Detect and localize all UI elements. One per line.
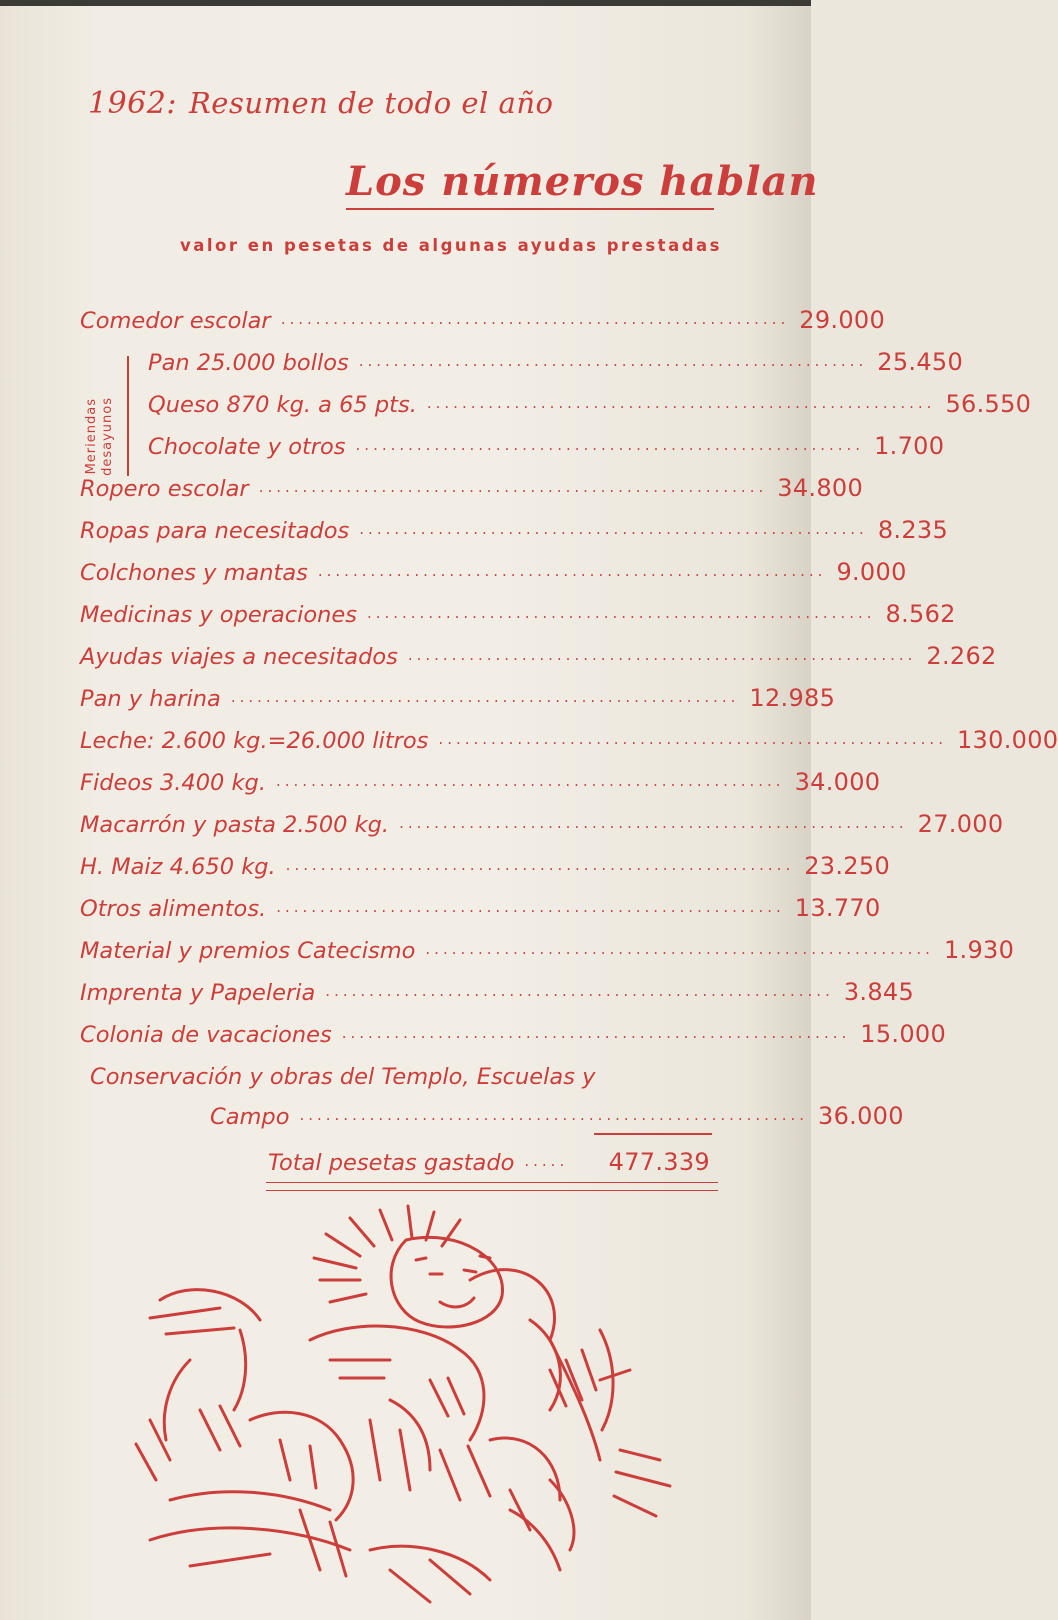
item-row <box>148 382 1032 418</box>
leader-dots: .......................................................... <box>426 394 936 412</box>
item-row <box>80 928 1015 964</box>
leader-dots: .......................................................... <box>399 814 908 832</box>
item-value: 36.000 <box>818 1102 904 1130</box>
lamb-back-icon <box>470 1270 613 1460</box>
item-value: 1.700 <box>874 432 945 460</box>
item-value: 23.250 <box>804 852 891 880</box>
item-label: Campo <box>210 1104 290 1130</box>
item-label: Macarrón y pasta 2.500 kg. <box>80 812 390 838</box>
leader-dots: .......................................................... <box>366 604 876 622</box>
leader-dots: .......................................................... <box>358 352 868 370</box>
leader-dots: .......................................................... <box>359 520 868 538</box>
item-label: Chocolate y otros <box>148 434 346 460</box>
item-row <box>148 340 964 376</box>
item-label: Colchones y mantas <box>80 560 308 586</box>
item-label: H. Maiz 4.650 kg. <box>80 854 276 880</box>
leader-dots: .......................................................... <box>317 562 827 580</box>
leader-dots: .......................................................... <box>285 856 795 874</box>
item-label: Leche: 2.600 kg.=26.000 litros <box>80 728 429 754</box>
item-label: Conservación y obras del Templo, Escuelas y <box>90 1064 596 1090</box>
item-label: Ropero escolar <box>80 476 249 502</box>
item-label: Comedor escolar <box>80 308 271 334</box>
item-row <box>210 1094 904 1130</box>
item-value: 34.000 <box>794 768 881 796</box>
item-row <box>80 718 1058 754</box>
subtitle: valor en pesetas de algunas ayudas prestadas <box>180 236 722 255</box>
bracket-line <box>127 356 129 476</box>
item-value: 2.262 <box>926 642 997 670</box>
leader-dots: .......................................................... <box>355 436 865 454</box>
double-rule <box>266 1182 718 1191</box>
item-label: Imprenta y Papeleria <box>80 980 316 1006</box>
total-value: 477.339 <box>608 1148 710 1176</box>
item-row <box>80 886 881 922</box>
year: 1962: <box>88 86 177 121</box>
leader-dots: .......................................................... <box>230 688 740 706</box>
leader-dots: .......................................................... <box>276 772 785 790</box>
item-value: 29.000 <box>799 306 886 334</box>
item-label: Ayudas viajes a necesitados <box>80 644 398 670</box>
leader-dots: .......................................................... <box>438 730 947 748</box>
item-value: 12.985 <box>749 684 836 712</box>
grass-strokes-icon <box>370 1370 670 1602</box>
sun-face-icon <box>391 1237 502 1327</box>
item-value: 13.770 <box>794 894 881 922</box>
leader-dots: .......................................................... <box>280 310 790 328</box>
item-label: Colonia de vacaciones <box>80 1022 332 1048</box>
lamb-middle-icon <box>310 1326 574 1550</box>
item-value: 130.000 <box>956 726 1058 754</box>
headline-underline <box>346 208 714 210</box>
item-label: Ropas para necesitados <box>80 518 350 544</box>
total-row <box>268 1140 710 1176</box>
item-row <box>80 1012 947 1048</box>
scan-edge <box>0 0 811 6</box>
leader-dots: .......................................................... <box>299 1106 809 1124</box>
lambs-illustration <box>130 1210 710 1610</box>
item-label: Material y premios Catecismo <box>80 938 416 964</box>
item-value: 8.562 <box>885 600 956 628</box>
leader-dots: .......................................................... <box>425 940 934 958</box>
item-value: 9.000 <box>836 558 907 586</box>
item-value: 8.235 <box>877 516 949 544</box>
item-value: 27.000 <box>917 810 1004 838</box>
leader-dots: .......................................................... <box>325 982 834 1000</box>
item-row <box>80 802 1004 838</box>
sun-rays-icon <box>314 1206 460 1302</box>
item-row <box>80 592 956 628</box>
item-row <box>80 466 864 502</box>
item-label: Pan 25.000 bollos <box>148 350 349 376</box>
item-row <box>148 424 945 460</box>
headline: Los números hablan <box>346 158 819 205</box>
item-value: 15.000 <box>860 1020 947 1048</box>
item-label: Medicinas y operaciones <box>80 602 357 628</box>
item-row <box>80 298 886 334</box>
item-row <box>80 508 949 544</box>
item-row <box>80 970 915 1006</box>
item-label: Queso 870 kg. a 65 pts. <box>148 392 417 418</box>
summary-text: Resumen de todo el año <box>188 86 554 120</box>
total-label: Total pesetas gastado <box>268 1150 515 1176</box>
item-row <box>80 676 836 712</box>
leader-dots: .......................................................... <box>276 898 785 916</box>
item-row <box>80 760 881 796</box>
item-label: Pan y harina <box>80 686 221 712</box>
leader-dots: .......................................................... <box>341 1024 851 1042</box>
item-value: 3.845 <box>843 978 915 1006</box>
leader-dots: .......................................................... <box>407 646 917 664</box>
leader-dots: ..... <box>524 1152 569 1170</box>
item-row-multiline-first <box>90 1054 710 1090</box>
item-label: Fideos 3.400 kg. <box>80 770 266 796</box>
lamb-front-icon <box>136 1290 353 1576</box>
summary-line <box>88 86 553 121</box>
item-row <box>80 844 891 880</box>
item-value: 56.550 <box>945 390 1032 418</box>
item-row <box>80 550 907 586</box>
total-rule <box>594 1133 712 1135</box>
item-value: 34.800 <box>777 474 864 502</box>
item-label: Otros alimentos. <box>80 896 267 922</box>
item-value: 1.930 <box>943 936 1015 964</box>
bracket-label-line2: desayunos <box>100 396 115 476</box>
leader-dots: .......................................................... <box>258 478 768 496</box>
item-value: 25.450 <box>877 348 964 376</box>
bracket-label-line1: Meriendas <box>84 397 99 475</box>
item-row <box>80 634 997 670</box>
